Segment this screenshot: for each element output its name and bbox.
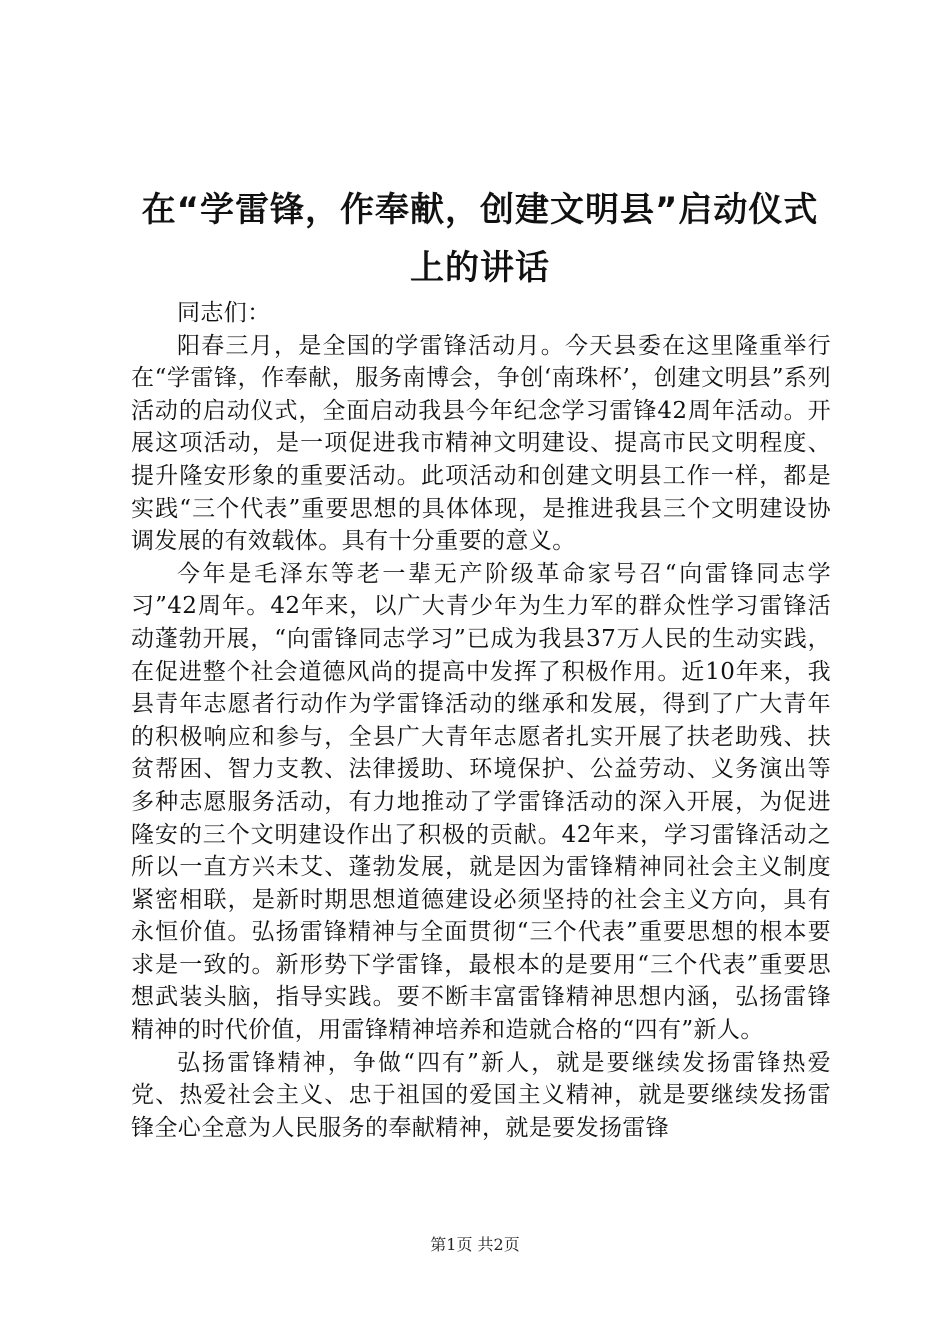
salutation: 同志们： [177,300,271,326]
paragraph-2: 今年是毛泽东等老一辈无产阶级革命家号召“向雷锋同志学习”42周年。42年来，以广大青少年为生力军的群众性学习雷锋活动蓬勃开展，“向雷锋同志学习”已成为我县37万人民的生动实践，在促进整个社会道德风尚的提高中发挥了积极作用。近10年来，我县青年志愿者行动作为学雷锋活动的继承和发展，得到了广大青年的积极响应和参与，全县广大青年志愿者扎实开展了扶老助残、扶贫帮困、智力支教、法律援助、环境保护、公益劳动、义务演出等多种志愿服务活动，有力地推动了学雷锋活动的深入开展，为促进隆安的三个文明建设作出了积极的贡献。42年来，学习雷锋活动之所以一直方兴未艾、蓬勃发展，就是因为雷锋精神同社会主义制度紧密相联，是新时期思想道德建设必须坚持的社会主义方向，具有永恒价值。弘扬雷锋精神与全面贯彻“三个代表”重要思想的根本要求是一致的。新形势下学雷锋，最根本的是要用“三个代表”重要思想武装头脑，指导实践。要不断丰富雷锋精神思想内涵，弘扬雷锋精神的时代价值，用雷锋精神培养和造就合格的“四有”新人。 [131,560,831,1044]
title-line-2: 上的讲话 [410,247,550,288]
page-footer: 第1页 共2页 [430,1235,520,1254]
document-title [110,181,850,297]
paragraph-3: 弘扬雷锋精神，争做“四有”新人，就是要继续发扬雷锋热爱党、热爱社会主义、忠于祖国的爱国主义精神，就是要继续发扬雷锋全心全意为人民服务的奉献精神，就是要发扬雷锋 [131,1049,831,1141]
document-body [131,297,831,1144]
paragraph-1: 阳春三月，是全国的学雷锋活动月。今天县委在这里隆重举行在“学雷锋，作奉献，服务南博会，争创‘南珠杯’，创建文明县”系列活动的启动仪式，全面启动我县今年纪念学习雷锋42周年活动。开展这项活动，是一项促进我市精神文明建设、提高市民文明程度、提升隆安形象的重要活动。此项活动和创建文明县工作一样，都是实践“三个代表”重要思想的具体体现，是推进我县三个文明建设协调发展的有效载体。具有十分重要的意义。 [131,332,831,555]
title-line-1: 在“学雷锋，作奉献，创建文明县”启动仪式 [141,189,819,230]
